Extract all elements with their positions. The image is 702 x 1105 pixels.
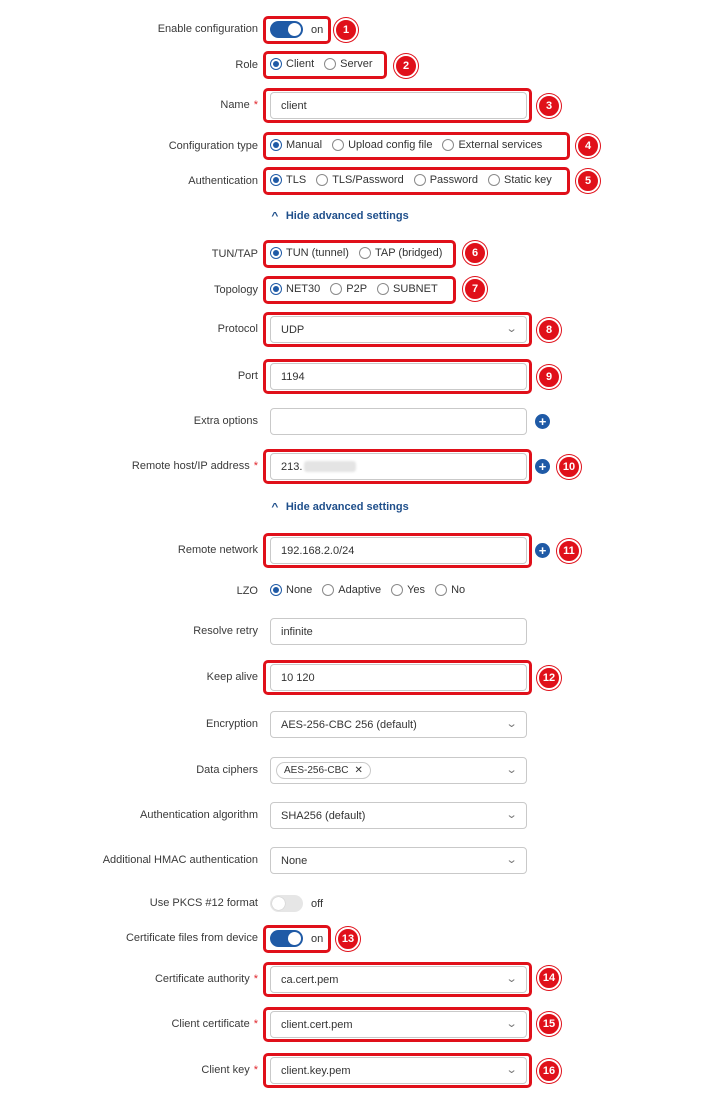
highlight-6 <box>263 240 456 268</box>
highlight-2 <box>263 51 387 79</box>
authentication-option-tls-password[interactable]: TLS/Password <box>316 174 404 186</box>
keep-alive-input[interactable]: 10 120 <box>270 664 527 691</box>
data-ciphers-label: Data ciphers <box>196 764 258 776</box>
highlight-12 <box>263 660 532 695</box>
badge-16: 16 <box>537 1059 561 1083</box>
remote-network-input[interactable]: 192.168.2.0/24 <box>270 537 527 564</box>
lzo-option-adaptive[interactable]: Adaptive <box>322 584 381 596</box>
configuration-type-option-external[interactable]: External services <box>442 139 542 151</box>
highlight-9 <box>263 359 532 394</box>
add-remote-network-plus-icon[interactable]: + <box>535 543 550 558</box>
highlight-16 <box>263 1053 532 1088</box>
highlight-1 <box>263 16 331 44</box>
port-label: Port <box>237 370 258 382</box>
name-input[interactable]: client <box>270 92 527 119</box>
lzo-row <box>0 583 702 601</box>
chevron-down-icon: ⌄ <box>505 973 518 985</box>
badge-1: 1 <box>334 18 358 42</box>
role-label: Role <box>235 59 258 71</box>
chevron-up-icon: ^ <box>271 210 279 222</box>
chevron-down-icon: ⌄ <box>505 323 518 335</box>
extra-options-input[interactable] <box>270 408 527 435</box>
resolve-retry-row <box>0 618 702 645</box>
remove-chip-icon[interactable]: ✕ <box>354 765 363 776</box>
resolve-retry-label: Resolve retry <box>193 625 258 637</box>
toggle-state: off <box>311 897 324 910</box>
highlight-3 <box>263 88 532 123</box>
hmac-row <box>0 847 702 874</box>
lzo-option-yes[interactable]: Yes <box>391 584 425 596</box>
authentication-option-password[interactable]: Password <box>414 174 478 186</box>
protocol-select[interactable]: UDP ⌄ <box>270 316 527 343</box>
topology-option-net30[interactable]: NET30 <box>270 283 320 295</box>
protocol-label: Protocol <box>217 323 258 335</box>
client-certificate-label: Client certificate * <box>171 1018 258 1030</box>
certificate-authority-select[interactable]: ca.cert.pem ⌄ <box>270 966 527 993</box>
auth-algorithm-label: Authentication algorithm <box>139 809 258 821</box>
hide-advanced-settings-link-1[interactable]: ^ Hide advanced settings <box>271 210 409 222</box>
lzo-label: LZO <box>236 585 258 597</box>
authentication-label: Authentication <box>188 175 258 187</box>
toggle-state: on <box>311 932 324 945</box>
configuration-type-label: Configuration type <box>168 140 258 152</box>
badge-2: 2 <box>394 54 418 78</box>
hide-advanced-settings-link-2[interactable]: ^ Hide advanced settings <box>271 501 409 513</box>
badge-13: 13 <box>336 927 360 951</box>
encryption-select[interactable]: AES-256-CBC 256 (default) ⌄ <box>270 711 527 738</box>
role-option-client[interactable]: Client <box>270 58 314 70</box>
lzo-option-none[interactable]: None <box>270 584 312 596</box>
extra-options-label: Extra options <box>193 415 258 427</box>
badge-5: 5 <box>576 169 600 193</box>
pkcs12-row <box>0 894 702 914</box>
badge-4: 4 <box>576 134 600 158</box>
port-input[interactable]: 1194 <box>270 363 527 390</box>
cert-from-device-label: Certificate files from device <box>125 932 258 944</box>
add-remote-host-plus-icon[interactable]: + <box>535 459 550 474</box>
badge-15: 15 <box>537 1012 561 1036</box>
highlight-14 <box>263 962 532 997</box>
encryption-label: Encryption <box>206 718 258 730</box>
certificate-authority-label: Certificate authority * <box>154 973 258 985</box>
authentication-option-static-key[interactable]: Static key <box>488 174 552 186</box>
extra-options-row <box>0 408 702 435</box>
add-extra-option-plus-icon[interactable]: + <box>535 414 550 429</box>
data-ciphers-row <box>0 757 702 784</box>
badge-8: 8 <box>537 318 561 342</box>
highlight-10 <box>263 449 532 484</box>
chevron-down-icon: ⌄ <box>505 764 518 776</box>
hmac-select[interactable]: None ⌄ <box>270 847 527 874</box>
chevron-down-icon: ⌄ <box>505 1018 518 1030</box>
pkcs12-label: Use PKCS #12 format <box>149 897 258 909</box>
chevron-up-icon: ^ <box>271 501 279 513</box>
lzo-radio-group <box>270 584 465 596</box>
badge-10: 10 <box>557 455 581 479</box>
toggle-track[interactable] <box>270 895 303 912</box>
toggle-state: on <box>311 23 324 36</box>
badge-14: 14 <box>537 966 561 990</box>
auth-algorithm-row <box>0 802 702 829</box>
authentication-option-tls[interactable]: TLS <box>270 174 306 186</box>
data-ciphers-select[interactable] <box>270 757 527 784</box>
name-label: Name * <box>220 99 258 111</box>
tun-tap-label: TUN/TAP <box>211 248 258 260</box>
encryption-row <box>0 711 702 738</box>
highlight-11 <box>263 533 532 568</box>
highlight-15 <box>263 1007 532 1042</box>
highlight-5 <box>263 167 570 195</box>
role-option-server[interactable]: Server <box>324 58 372 70</box>
chevron-down-icon: ⌄ <box>505 809 518 821</box>
badge-6: 6 <box>463 241 487 265</box>
topology-option-subnet[interactable]: SUBNET <box>377 283 438 295</box>
badge-12: 12 <box>537 666 561 690</box>
lzo-option-no[interactable]: No <box>435 584 465 596</box>
badge-11: 11 <box>557 539 581 563</box>
highlight-8 <box>263 312 532 347</box>
highlight-7 <box>263 276 456 304</box>
topology-option-p2p[interactable]: P2P <box>330 283 367 295</box>
tun-tap-option-tap[interactable]: TAP (bridged) <box>359 247 442 259</box>
badge-9: 9 <box>537 365 561 389</box>
pkcs12-toggle[interactable] <box>270 895 323 912</box>
highlight-4 <box>263 132 570 160</box>
configuration-type-option-manual[interactable]: Manual <box>270 139 322 151</box>
remote-host-input[interactable]: 213. <box>270 453 527 480</box>
badge-7: 7 <box>463 277 487 301</box>
tun-tap-option-tun[interactable]: TUN (tunnel) <box>270 247 349 259</box>
chevron-down-icon: ⌄ <box>505 1064 518 1076</box>
remote-host-label: Remote host/IP address * <box>131 460 258 472</box>
chevron-down-icon: ⌄ <box>505 718 518 730</box>
chevron-down-icon: ⌄ <box>505 854 518 866</box>
hmac-label: Additional HMAC authentication <box>102 854 258 866</box>
highlight-13 <box>263 925 331 953</box>
cipher-chip: AES-256-CBC ✕ <box>276 762 371 779</box>
enable-configuration-label: Enable configuration <box>157 23 258 35</box>
badge-3: 3 <box>537 94 561 118</box>
client-key-label: Client key * <box>201 1064 258 1076</box>
remote-network-label: Remote network <box>177 544 258 556</box>
resolve-retry-input[interactable]: infinite <box>270 618 527 645</box>
configuration-type-option-upload[interactable]: Upload config file <box>332 139 432 151</box>
auth-algorithm-select[interactable]: SHA256 (default) ⌄ <box>270 802 527 829</box>
keep-alive-label: Keep alive <box>206 671 258 683</box>
client-key-select[interactable]: client.key.pem ⌄ <box>270 1057 527 1084</box>
topology-label: Topology <box>213 284 258 296</box>
client-certificate-select[interactable]: client.cert.pem ⌄ <box>270 1011 527 1038</box>
